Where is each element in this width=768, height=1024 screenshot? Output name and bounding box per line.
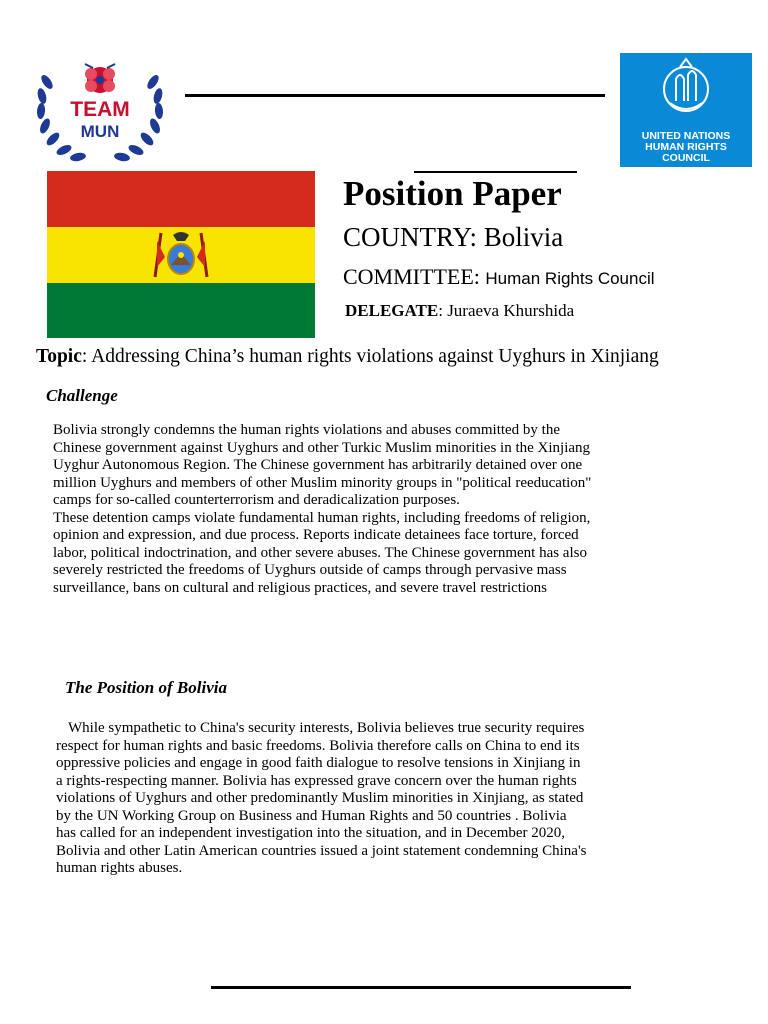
topic-text: : Addressing China’s human rights violations against Uyghurs in Xinjiang [81,346,659,367]
position-line: oppressive policies and engage in good faith dialogue to resolve tensions in Xinjiang in [56,755,581,771]
position-line: human rights abuses. [56,860,183,876]
challenge-line: Uyghur Autonomous Region. The Chinese government has arbitrarily detained over one [53,457,583,473]
challenge-paragraph [53,422,591,597]
position-line: respect for human rights and basic freedoms. Bolivia therefore calls on China to end its [56,737,580,754]
flag-green-stripe [47,283,315,338]
position-heading: The Position of Bolivia [65,678,227,697]
challenge-line: opinion and expression, and due process. Reports indicate detainees face torture, forced [53,527,579,543]
position-paragraph [56,720,587,878]
position-line: While sympathetic to China's security interests, Bolivia believes true security requires [68,720,585,736]
topic-line [36,346,659,368]
committee-value: Human Rights Council [485,269,655,288]
bolivia-flag [47,171,315,338]
committee-line [343,264,655,290]
flag-red-stripe [47,171,315,227]
un-human-rights-council-logo [620,53,752,167]
page-title: Position Paper [343,174,562,213]
challenge-line: severely restricted the freedoms of Uyghurs outside of camps through pervasive mass [53,562,567,578]
challenge-line: labor, political indoctrination, and other severe abuses. The Chinese government has also [53,544,587,561]
challenge-line: These detention camps violate fundamental human rights, including freedoms of religion, [53,509,591,526]
position-line: a rights-respecting manner. Bolivia has expressed grave concern over the human rights [56,772,577,789]
challenge-line: surveillance, bans on cultural and religious practices, and severe travel restrictions [53,579,547,596]
challenge-line: camps for so-called counterterrorism and deradicalization purposes. [53,492,460,508]
unhrc-line-3: COUNCIL [662,152,710,164]
un-hands-emblem-icon [620,53,752,123]
committee-separator: : [473,264,480,289]
delegate-value: : Juraeva Khurshida [438,301,575,320]
logo-mun-text: MUN [80,122,120,141]
position-line: by the UN Working Group on Business and Human Rights and 50 countries . Bolivia [56,807,567,824]
header-rule-top [185,94,605,97]
unhrc-line-2: HUMAN RIGHTS [645,141,727,153]
position-line: has called for an independent investigation into the situation, and in December 2020, [56,825,566,841]
challenge-line: Chinese government against Uyghurs and other Turkic Muslim minorities in the Xinjiang [53,439,591,456]
topic-label: Topic [36,346,82,367]
challenge-line: Bolivia strongly condemns the human rights violations and abuses committed by the [53,422,561,438]
coat-of-arms-icon [151,227,211,283]
position-line: Bolivia and other Latin American countries issued a joint statement condemning China's [56,842,587,859]
logo-team-text: TEAM [70,98,130,121]
country-line [343,222,563,253]
unhrc-line-1: UNITED NATIONS [641,130,731,142]
footer-rule [211,986,631,989]
team-mun-logo [33,52,167,168]
position-line: violations of Uyghurs and other predominantly Muslim minorities in Xinjiang, as stated [56,790,584,806]
delegate-label: DELEGATE [345,301,439,320]
challenge-heading: Challenge [46,386,118,405]
country-value: : Bolivia [469,222,564,252]
header-rule-short [414,171,577,173]
committee-label: COMMITTEE [343,264,474,289]
challenge-line: million Uyghurs and members of other Muslim minority groups in "political reeducation" [53,474,592,491]
delegate-line [345,301,574,321]
country-label: COUNTRY [343,222,470,252]
